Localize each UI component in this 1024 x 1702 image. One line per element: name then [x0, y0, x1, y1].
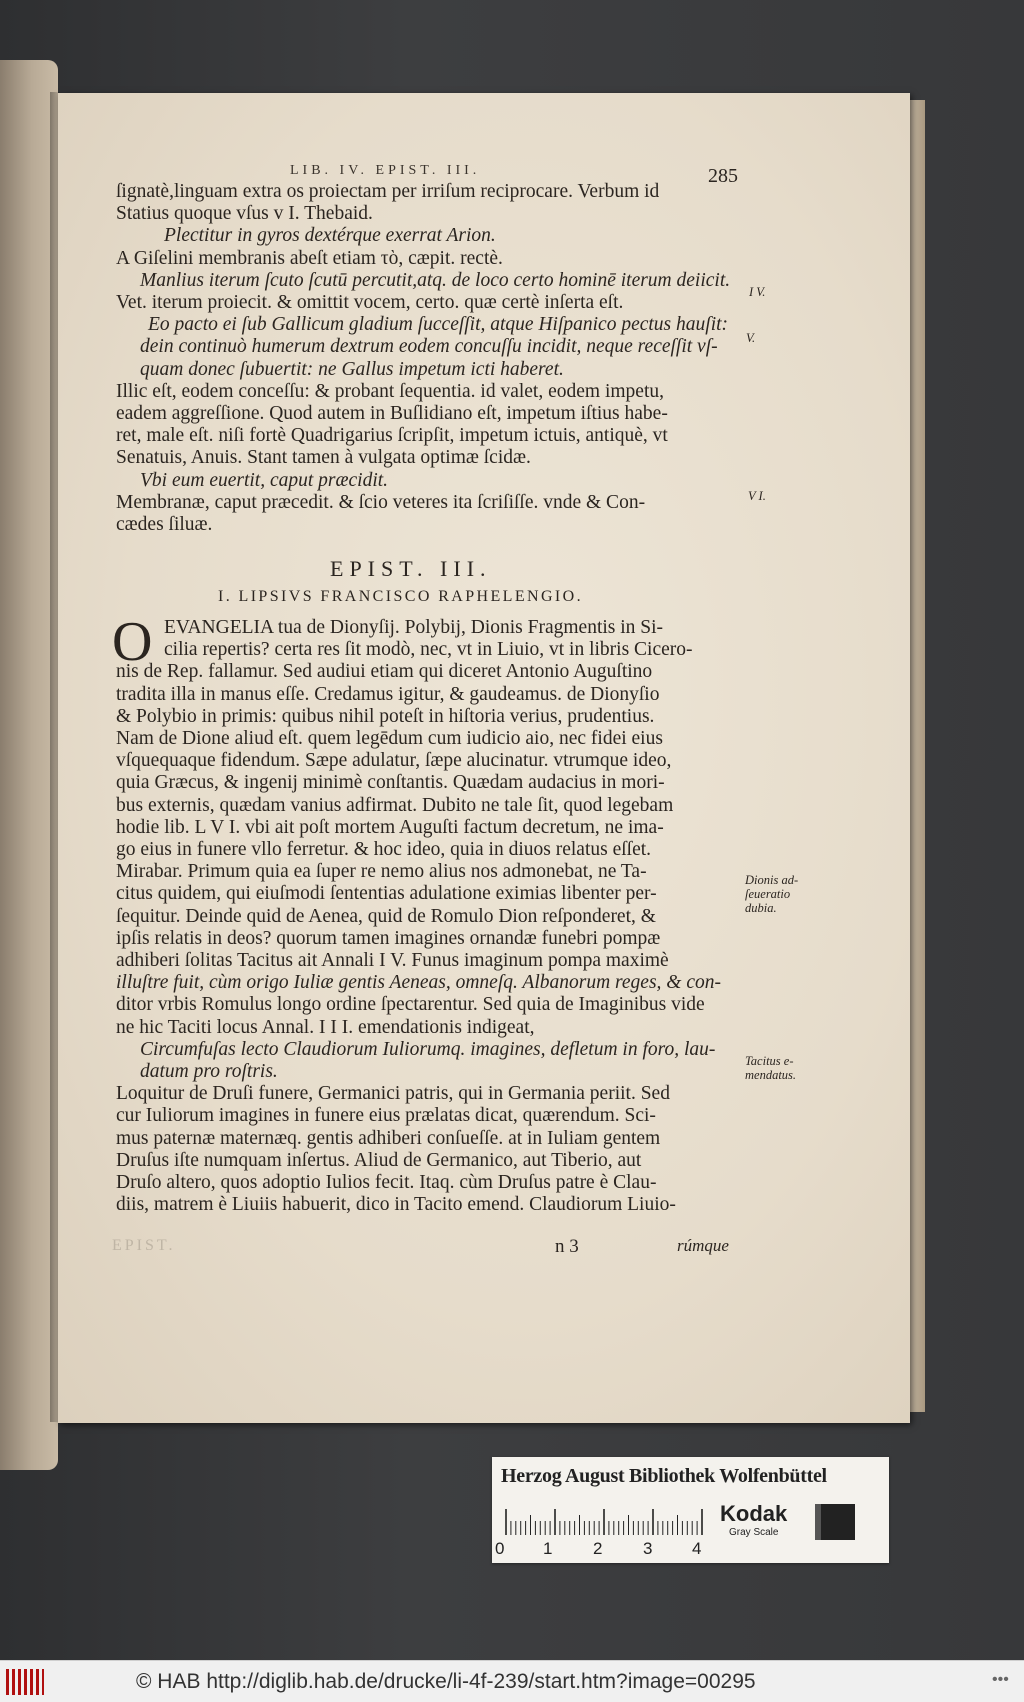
text-line: dein continuò humerum dextrum eodem concuſſu incidit, neque receſſit vſ-	[140, 336, 718, 358]
text-line: & Polybio in primis: quibus nihil poteſt in hiſtoria verius, prudentius.	[116, 705, 655, 727]
ruler-digit: 3	[643, 1539, 653, 1558]
margin-note-line: Tacitus e-	[745, 1054, 794, 1068]
text-line: cædes ſiluæ.	[116, 514, 213, 536]
kodak-logo: Kodak	[720, 1501, 788, 1526]
margin-note-line: dubia.	[745, 901, 777, 915]
text-line: ditor vrbis Romulus longo ordine ſpectarentur. Sed quia de Imaginibus vide	[116, 994, 705, 1016]
text-line: adhiberi ſolitas Tacitus ait Annali I V. Funus imaginum pompa maximè	[116, 950, 669, 972]
text-line: ſignatè,linguam extra os proiectam per irriſum reciprocare. Verbum id	[116, 181, 660, 202]
text-line: eadem aggreſſione. Quod autem in Buſlidiano eſt, impetum iſtius habe-	[116, 403, 668, 425]
catchword: rúmque	[677, 1236, 729, 1255]
ruler-digit: 4	[692, 1539, 702, 1558]
text-line: datum pro roſtris.	[140, 1061, 278, 1083]
text-line: Plectitur in gyros dextérque exerrat Arion.	[164, 225, 496, 247]
more-menu-icon[interactable]: •••	[992, 1671, 1009, 1688]
margin-note-v: V.	[746, 331, 756, 345]
text-line: vſquequaque fidendum. Sæpe adulatur, ſæpe alucinatur. vtrumque ideo,	[116, 750, 672, 772]
text-line: Vbi eum euertit, caput præcidit.	[140, 469, 389, 491]
text-line: Manlius iterum ſcuto ſcutū percutit,atq. de loco certo hominē iterum deiicit.	[140, 269, 731, 291]
text-line: Mirabar. Primum quia ea ſuper re nemo alius nos admonebat, ne Ta-	[116, 861, 647, 883]
library-name: Herzog August Bibliothek Wolfenbüttel	[501, 1465, 827, 1487]
text-line: EVANGELIA tua de Dionyſij. Polybij, Dionis Fragmentis in Si-	[164, 617, 664, 638]
margin-note-dionis	[745, 873, 798, 915]
drop-cap: O	[112, 611, 153, 673]
text-line: Membranæ, caput præcedit. & ſcio veteres ita ſcriſiſſe. vnde & Con-	[116, 491, 646, 513]
margin-note-tacitus	[745, 1054, 796, 1082]
upper-text-block	[116, 181, 730, 536]
viewer-footer	[0, 1660, 1024, 1702]
color-calibration-card	[492, 1457, 889, 1563]
text-line: ipſis relatis in deos? quorum tamen imagines ornandæ funebri pompæ	[116, 927, 661, 949]
text-line: Nam de Dione aliud eſt. quem legēdum cum iudicio aio, nec fidei eius	[116, 728, 663, 750]
ruler-digit: 1	[543, 1539, 553, 1558]
text-line: Senatuis, Anuis. Stant tamen à vulgata optimæ ſcidæ.	[116, 447, 531, 469]
letter-body	[116, 617, 721, 1216]
text-line: ne hic Taciti locus Annal. I I I. emendationis indigeat,	[116, 1016, 535, 1038]
gray-patch	[815, 1504, 855, 1540]
margin-note-line: ſeueratio	[745, 887, 791, 901]
text-line: cilia repertis? certa res ſit modò, nec, vt in Liuio, vt in libris Cicero-	[164, 639, 693, 661]
text-line: quia Græcus, & ingenij minimè conſtantis. Quædam audacius in mori-	[116, 772, 665, 794]
margin-note-iv: I V.	[749, 285, 766, 299]
ruler-digit: 0	[495, 1539, 505, 1558]
text-line: go eius in funere vllo ferretur. & hoc ideo, quia in diuos relatus eſſet.	[116, 839, 652, 861]
text-line: Loquitur de Druſi funere, Germanici patris, qui in Germania periit. Sed	[116, 1083, 670, 1105]
text-line: diis, matrem è Liuiis habuerit, dico in Tacito emend. Claudiorum Liuio-	[116, 1194, 676, 1216]
ruler-digit: 2	[593, 1539, 603, 1558]
hab-logo-icon	[4, 1667, 46, 1697]
margin-note-line: mendatus.	[745, 1068, 797, 1082]
text-line: hodie lib. L V I. vbi ait poſt mortem Auguſti factum decretum, ne ima-	[116, 816, 664, 838]
text-line: Illic eſt, eodem conceſſu: & probant ſequentia. id valet, eodem impetu,	[116, 380, 664, 402]
text-line: ſequitur. Deinde quid de Aenea, quid de Romulo Dion reſponderet, &	[116, 905, 656, 927]
gray-scale-label: Gray Scale	[729, 1527, 779, 1538]
text-line: Druſus iſte numquam inſertus. Aliud de Germanico, aut Tiberio, aut	[116, 1149, 642, 1171]
copyright-url[interactable]: © HAB http://diglib.hab.de/drucke/li-4f-239/start.htm?image=00295	[136, 1670, 756, 1693]
ruler-scale	[504, 1507, 714, 1537]
margin-note-vi: V I.	[748, 489, 766, 503]
text-line: citus quidem, qui eiuſmodi ſententias adulatione eximias libenter per-	[116, 883, 657, 905]
text-line: Eo pacto ei ſub Gallicum gladium ſucceſſit, atque Hiſpanico pectus hauſit:	[148, 314, 729, 336]
bleed-through-text: EPIST.	[112, 1237, 176, 1254]
text-line: illuſtre fuit, cùm origo Iuliæ gentis Aeneas, omneſq. Albanorum reges, & con-	[116, 972, 721, 994]
text-line: Statius quoque vſus v I. Thebaid.	[116, 203, 373, 225]
text-line: mus paternæ maternæq. gentis adhiberi conſueſſe. at in Iuliam gentem	[116, 1127, 661, 1149]
text-line: A Giſelini membranis abeſt etiam τὸ, cæpit. rectè.	[116, 247, 503, 269]
text-line: cur Iuliorum imagines in funere eius prælatas dicat, quærendum. Sci-	[116, 1105, 656, 1127]
text-line: ret, male eſt. niſi fortè Quadrigarius ſcripſit, impetum ictuis, antiquè, vt	[116, 425, 668, 447]
text-line: Druſo altero, quos adoptio Iulios fecit. Itaq. cùm Druſus patre è Clau-	[116, 1172, 657, 1194]
epistle-heading: EPIST. III.	[330, 556, 492, 581]
text-line: quam donec ſubuertit: ne Gallus impetum icti haberet.	[140, 358, 564, 380]
text-line: Circumfuſas lecto Claudiorum Iuliorumq. imagines, defletum in foro, lau-	[140, 1038, 716, 1060]
page-number: 285	[708, 165, 738, 187]
margin-note-line: Dionis ad-	[745, 873, 799, 887]
text-line: tradita illa in manus eſſe. Credamus igitur, & gaudeamus. de Dionyſio	[116, 683, 660, 705]
text-line: nis de Rep. fallamur. Sed audiui etiam qui diceret Antonio Auguſtino	[116, 661, 653, 683]
text-line: Vet. iterum proiecit. & omittit vocem, certo. quæ certè inſerta eſt.	[116, 292, 624, 314]
text-line: bus externis, quædam vanius adfirmat. Dubito ne tale ſit, quod legebam	[116, 794, 674, 816]
signature-mark: n 3	[555, 1236, 579, 1257]
running-head: LIB. IV. EPIST. III.	[290, 163, 481, 178]
epistle-address: I. LIPSIVS FRANCISCO RAPHELENGIO.	[218, 588, 584, 605]
